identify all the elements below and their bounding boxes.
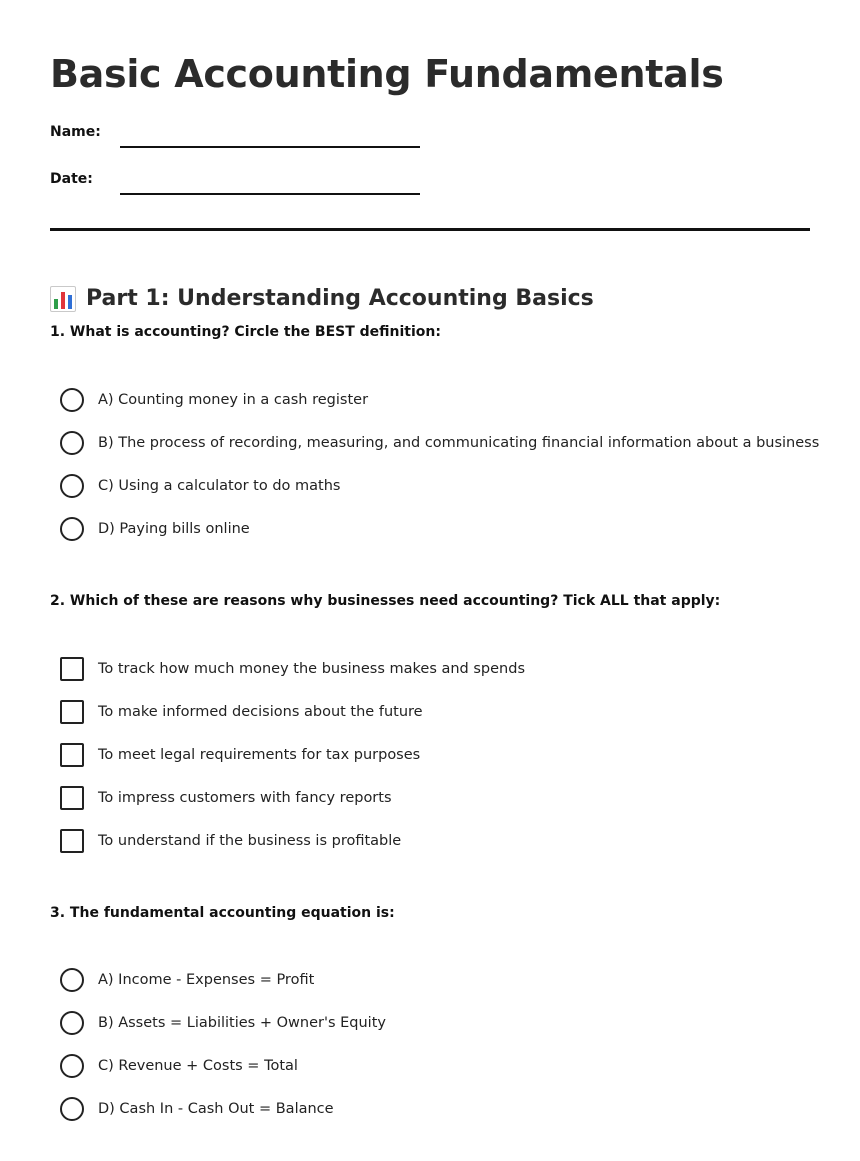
checkbox-square-icon[interactable] [60,786,84,810]
option-label: To impress customers with fancy reports [98,789,392,806]
option-2d[interactable] [60,776,525,819]
bar-chart-icon [50,286,76,312]
option-label: To track how much money the business makes and spends [98,660,525,677]
option-3d[interactable] [60,1087,386,1130]
question-2-options [60,647,525,862]
option-label: C) Revenue + Costs = Total [98,1057,298,1074]
question-3-text: 3. The fundamental accounting equation is: [50,905,395,921]
checkbox-square-icon[interactable] [60,657,84,681]
option-label: To meet legal requirements for tax purposes [98,746,421,763]
section-heading [50,283,594,315]
radio-circle-icon[interactable] [60,968,84,992]
option-1d[interactable] [60,507,819,550]
question-1-options [60,378,819,550]
radio-circle-icon[interactable] [60,517,84,541]
option-label: B) Assets = Liabilities + Owner's Equity [98,1014,386,1031]
date-field [50,169,470,199]
option-3b[interactable] [60,1001,386,1044]
name-label: Name: [50,124,101,140]
option-2c[interactable] [60,733,525,776]
option-1b[interactable] [60,421,819,464]
question-2-text: 2. Which of these are reasons why businesses need accounting? Tick ALL that apply: [50,593,721,609]
radio-circle-icon[interactable] [60,431,84,455]
date-label: Date: [50,171,93,187]
option-3c[interactable] [60,1044,386,1087]
checkbox-square-icon[interactable] [60,743,84,767]
option-label: To make informed decisions about the future [98,703,423,720]
option-label: A) Income - Expenses = Profit [98,971,315,988]
radio-circle-icon[interactable] [60,1011,84,1035]
header-divider [50,228,810,231]
radio-circle-icon[interactable] [60,474,84,498]
name-field [50,122,470,152]
radio-circle-icon[interactable] [60,1054,84,1078]
name-input-line[interactable] [120,146,420,148]
radio-circle-icon[interactable] [60,1097,84,1121]
option-label: D) Paying bills online [98,520,250,537]
page-title: Basic Accounting Fundamentals [50,52,724,96]
radio-circle-icon[interactable] [60,388,84,412]
date-input-line[interactable] [120,193,420,195]
option-2a[interactable] [60,647,525,690]
option-1c[interactable] [60,464,819,507]
option-label: To understand if the business is profitable [98,832,402,849]
question-1-text: 1. What is accounting? Circle the BEST definition: [50,324,441,340]
option-label: D) Cash In - Cash Out = Balance [98,1100,334,1117]
option-label: C) Using a calculator to do maths [98,477,341,494]
checkbox-square-icon[interactable] [60,700,84,724]
section-title: Part 1: Understanding Accounting Basics [86,286,594,312]
option-1a[interactable] [60,378,819,421]
checkbox-square-icon[interactable] [60,829,84,853]
option-2b[interactable] [60,690,525,733]
question-3-options [60,958,386,1130]
option-label: A) Counting money in a cash register [98,391,369,408]
option-3a[interactable] [60,958,386,1001]
option-label: B) The process of recording, measuring, and communicating financial information about a business [98,434,820,451]
option-2e[interactable] [60,819,525,862]
